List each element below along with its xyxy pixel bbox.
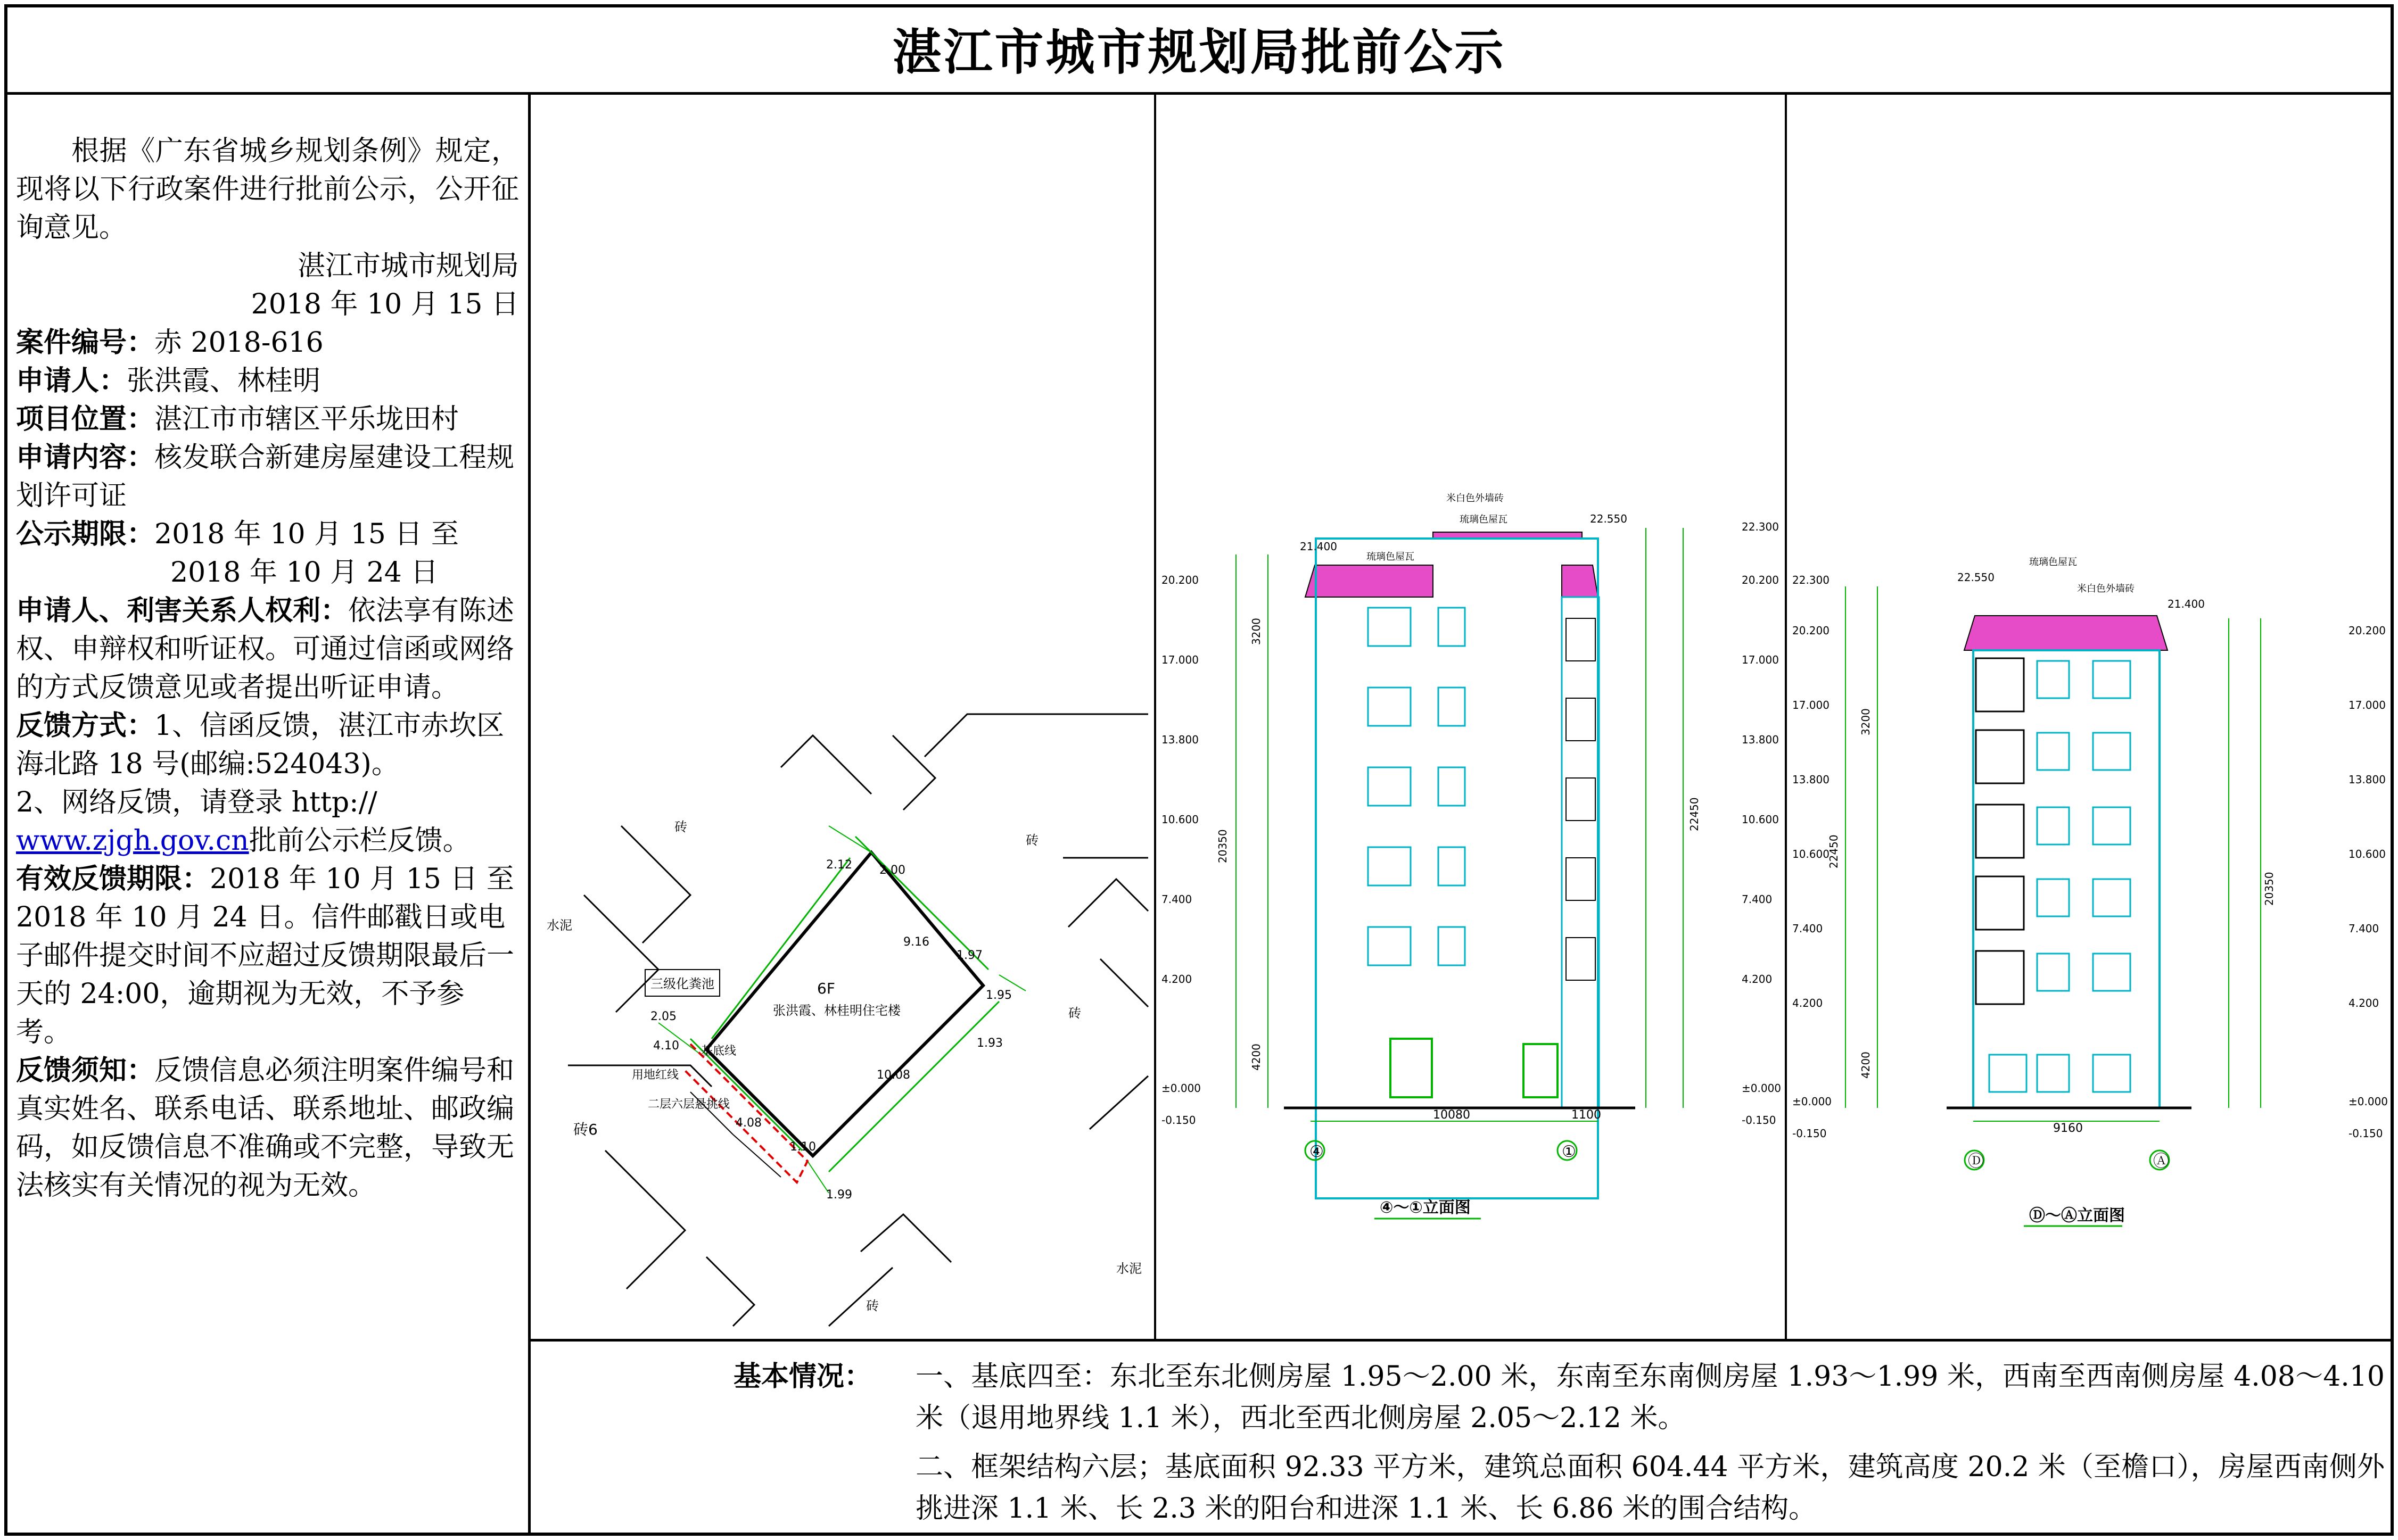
ground-height: 4200 — [1250, 1044, 1263, 1071]
level-b-left-8: ±0.000 — [1792, 1095, 1832, 1108]
level-b-left-7: 4.200 — [1792, 997, 1823, 1009]
dim-sw-2: 1.10 — [790, 1140, 816, 1154]
balcony-5 — [1566, 938, 1595, 980]
dim-e-3: 1.93 — [977, 1037, 1003, 1050]
window-9 — [1368, 927, 1411, 965]
applicant — [16, 362, 519, 400]
level-left-1: 20.200 — [1161, 574, 1199, 586]
level-b-right-4: 10.600 — [2348, 848, 2386, 860]
balcony-b-3 — [1976, 805, 2024, 858]
period-label: 公示期限： — [16, 518, 155, 550]
level-b-right-6: 4.200 — [2348, 997, 2379, 1009]
building-label-2: 砖 — [1026, 833, 1039, 848]
balcony-grid — [1566, 618, 1595, 980]
rights-label: 申请人、利害关系人权利： — [16, 594, 349, 627]
level-left-5: 7.400 — [1161, 893, 1192, 906]
building-facade — [1316, 539, 1598, 1198]
building-label-4: 砖 — [866, 1298, 879, 1313]
window-1 — [1368, 608, 1411, 646]
valid-period — [16, 860, 519, 1051]
axis-label-right: ① — [1562, 1142, 1576, 1161]
roof-label-2: 琉璃色屋瓦 — [1460, 514, 1507, 525]
content-label: 申请内容： — [16, 441, 155, 474]
level-b-left-1: 22.300 — [1792, 574, 1830, 586]
elevation-a-caption: ④～①立面图 — [1380, 1198, 1471, 1217]
balcony-outline-2 — [733, 1135, 781, 1177]
peak-b-right: 21.400 — [2168, 598, 2205, 610]
balcony-b-1 — [1976, 658, 2024, 711]
balcony-2 — [1566, 698, 1595, 741]
building-extension — [1562, 597, 1599, 1108]
dim-s-1: 1.99 — [826, 1188, 852, 1202]
ground-height-b: 4200 — [1859, 1051, 1872, 1079]
width-extra: 1100 — [1571, 1108, 1601, 1122]
window-b-7 — [2037, 879, 2069, 916]
cement-label-1: 水泥 — [547, 918, 572, 933]
total-b-right: 20350 — [2263, 872, 2276, 906]
notice-intro: 根据《广东省城乡规划条例》规定，现将以下行政案件进行批前公示，公开征询意见。 — [16, 135, 519, 244]
floor-height-b: 3200 — [1859, 708, 1872, 735]
content-value: 核发联合新建房屋建设工程规划许可证 — [16, 442, 515, 512]
feedback-link[interactable]: www.zjgh.gov.cn — [16, 825, 249, 857]
window-b-12 — [2037, 1055, 2069, 1092]
notes-label: 反馈须知： — [16, 1054, 155, 1087]
level-left-7: ±0.000 — [1161, 1082, 1201, 1095]
dim-sw-1: 4.08 — [736, 1116, 762, 1130]
window-b-1 — [2037, 661, 2069, 698]
balcony-b-4 — [1976, 876, 2024, 930]
window-b-2 — [2093, 661, 2130, 698]
page-title: 湛江市城市规划局批前公示 — [4, 4, 2394, 95]
floor-height: 3200 — [1250, 618, 1263, 645]
dim-e-1: 1.97 — [957, 949, 983, 962]
roof-b — [1964, 616, 2168, 650]
roof-label-b-1: 琉璃色屋瓦 — [2029, 557, 2077, 568]
balcony-b-2 — [1976, 730, 2024, 783]
axis-label-b-left: Ⓓ — [1968, 1152, 1984, 1171]
building-name: 张洪霞、林桂明住宅楼 — [773, 1003, 901, 1018]
basic-info-label: 基本情况： — [734, 1360, 872, 1393]
level-left-8: -0.150 — [1161, 1114, 1196, 1127]
level-b-left-3: 17.000 — [1792, 699, 1830, 711]
level-b-left-5: 10.600 — [1792, 848, 1830, 860]
dim-se-side: 10.08 — [877, 1069, 910, 1082]
elevation-b-drawing — [1792, 557, 2388, 1226]
total-b-left: 22450 — [1827, 834, 1840, 868]
application-content — [16, 438, 519, 515]
level-right-1: 22.300 — [1742, 520, 1779, 533]
location-label: 项目位置： — [16, 403, 155, 435]
window-b-4 — [2093, 733, 2130, 770]
level-b-right-8: -0.150 — [2348, 1127, 2383, 1140]
septic-tank-label: 三级化粪池 — [650, 976, 714, 991]
balcony-3 — [1566, 778, 1595, 821]
window-b-11 — [1989, 1055, 2026, 1092]
level-left-3: 13.800 — [1161, 733, 1199, 746]
level-b-right-3: 13.800 — [2348, 773, 2386, 786]
project-location — [16, 400, 519, 438]
level-right-8: ±0.000 — [1742, 1082, 1782, 1095]
notice-period — [16, 515, 519, 553]
width-main-b: 9160 — [2053, 1122, 2083, 1135]
level-right-2: 20.200 — [1742, 574, 1779, 586]
notice-text — [16, 132, 519, 1205]
dimension-line-3 — [807, 1161, 829, 1193]
boundary-line — [685, 1044, 807, 1182]
feedback-online — [16, 783, 519, 860]
building-floors: 6F — [817, 980, 835, 997]
valid-label: 有效反馈期限： — [16, 863, 210, 895]
balcony-label: 二层六层悬挑线 — [648, 1098, 730, 1111]
elevation-b-caption: Ⓓ～Ⓐ立面图 — [2029, 1206, 2125, 1225]
feedback-label: 反馈方式： — [16, 709, 155, 742]
basic-info-text — [916, 1356, 2385, 1529]
level-left-4: 10.600 — [1161, 813, 1199, 826]
dim-ne-2: 2.00 — [879, 864, 905, 877]
rights-value: 依法享有陈述权、申辩权和听证权。可通过信函或网络的方式反馈意见或者提出听证申请。 — [16, 595, 515, 703]
feedback-method — [16, 707, 519, 783]
window-b-13 — [2093, 1055, 2130, 1092]
level-b-left-4: 13.800 — [1792, 773, 1830, 786]
window-grid — [1368, 608, 1465, 965]
window-7 — [1368, 847, 1411, 885]
case-number-label: 案件编号： — [16, 326, 155, 359]
dim-e-2: 1.95 — [986, 989, 1012, 1002]
location-value: 湛江市市辖区平乐垅田村 — [154, 403, 459, 435]
applicant-label: 申请人： — [16, 365, 127, 397]
window-b-3 — [2037, 733, 2069, 770]
level-left-6: 4.200 — [1161, 973, 1192, 986]
window-3 — [1368, 688, 1411, 726]
basic-info-item-1: 一、基底四至：东北至东北侧房屋 1.95～2.00 米，东南至东南侧房屋 1.93～1.99 米，西南至西南侧房屋 4.08～4.10 米（退用地界线 1.1 米），西北至西北侧房屋 2.05～2.12 米。 — [916, 1361, 2385, 1434]
roof-label-3: 米白色外墙砖 — [1446, 493, 1504, 504]
case-number-value: 赤 2018-616 — [154, 327, 324, 359]
feedback-notes — [16, 1051, 519, 1205]
building-label-3: 砖 — [1068, 1006, 1081, 1021]
period-end: 2018 年 10 月 24 日 — [170, 557, 439, 589]
period-start: 2018 年 10 月 15 日 至 — [154, 518, 459, 550]
window-5 — [1368, 767, 1411, 806]
dim-ne-1: 2.12 — [826, 858, 852, 872]
window-6 — [1438, 767, 1465, 806]
balcony-1 — [1566, 618, 1595, 661]
window-4 — [1438, 688, 1465, 726]
balcony-b-5 — [1976, 951, 2024, 1004]
level-right-9: -0.150 — [1742, 1114, 1776, 1127]
window-b-10 — [2093, 954, 2130, 991]
level-right-4: 13.800 — [1742, 733, 1779, 746]
balcony-4 — [1566, 858, 1595, 900]
notes-value: 反馈信息必须注明案件编号和真实姓名、联系电话、联系地址、邮政编码，如反馈信息不准确或不完整，导致无法核实有关情况的视为无效。 — [16, 1055, 515, 1202]
peak-left: 21.400 — [1300, 540, 1337, 553]
building-label-1: 砖 — [674, 819, 687, 834]
window-b-8 — [2093, 879, 2130, 916]
window-8 — [1438, 847, 1465, 885]
level-b-left-9: -0.150 — [1792, 1127, 1827, 1140]
case-number — [16, 324, 519, 362]
window-b-9 — [2037, 954, 2069, 991]
basic-info-item-2: 二、框架结构六层；基底面积 92.33 平方米，建筑总面积 604.44 平方米，建筑高度 20.2 米（至檐口），房屋西南侧外挑进深 1.1 米、长 2.3 米的阳台和进深 1.1 米、长 6.86 米的围合结构。 — [916, 1451, 2385, 1525]
width-main: 10080 — [1433, 1108, 1470, 1122]
entrance-door-left — [1390, 1039, 1432, 1097]
site-plan-building — [547, 819, 1142, 1313]
notice-issue-date: 2018 年 10 月 15 日 — [251, 288, 519, 320]
notice-issuer: 湛江市城市规划局 — [297, 250, 519, 282]
dim-w-2: 4.10 — [653, 1039, 679, 1053]
level-b-right-2: 17.000 — [2348, 699, 2386, 711]
divider-basic — [528, 1339, 2394, 1342]
baseline-label: 基底线 — [701, 1045, 737, 1058]
level-right-5: 10.600 — [1742, 813, 1779, 826]
level-b-right-5: 7.400 — [2348, 922, 2379, 935]
roof-right — [1562, 565, 1598, 597]
level-b-right-1: 20.200 — [2348, 624, 2386, 637]
balcony-grid-b — [1976, 658, 2024, 1004]
axis-label-b-right: Ⓐ — [2153, 1152, 2169, 1171]
roof-left — [1305, 565, 1433, 597]
entrance-door-right — [1523, 1044, 1558, 1097]
elevation-a-drawing — [1161, 493, 1781, 1219]
level-b-left-2: 20.200 — [1792, 624, 1830, 637]
boundary-label: 用地红线 — [632, 1069, 679, 1082]
level-b-right-7: ±0.000 — [2348, 1095, 2388, 1108]
valid-value: 2018 年 10 月 15 日 至 2018 年 10 月 24 日。信件邮戳日或电子邮件提交时间不应超过反馈期限最后一天的 24:00，逾期视为无效，不予参考。 — [16, 863, 515, 1048]
axis-label-left: ④ — [1309, 1142, 1324, 1161]
dimension-line-1 — [829, 826, 871, 852]
level-right-7: 4.200 — [1742, 973, 1773, 986]
window-2 — [1438, 608, 1465, 646]
roof-label-b-2: 米白色外墙砖 — [2077, 583, 2135, 594]
window-b-5 — [2037, 807, 2069, 844]
applicant-value: 张洪霞、林桂明 — [127, 365, 321, 397]
dim-ne-side: 9.16 — [903, 935, 929, 949]
level-b-left-6: 7.400 — [1792, 922, 1823, 935]
window-10 — [1438, 927, 1465, 965]
roof-label-1: 琉璃色屋瓦 — [1366, 551, 1414, 562]
dimension-line-se — [829, 1001, 999, 1172]
total-left: 20350 — [1216, 829, 1229, 863]
peak-b-left: 22.550 — [1957, 571, 1995, 584]
level-right-6: 7.400 — [1742, 893, 1773, 906]
cement-label-2: 水泥 — [1116, 1261, 1142, 1276]
elevation-a — [1156, 97, 1784, 1339]
total-right: 22450 — [1688, 797, 1701, 831]
site-plan — [531, 97, 1153, 1339]
feedback-online-suffix: 批前公示栏反馈。 — [249, 825, 471, 857]
elevation-b — [1787, 97, 2391, 1339]
building-label-6: 砖6 — [573, 1121, 598, 1138]
rights — [16, 592, 519, 707]
feedback-online-text: 2、网络反馈，请登录 http:// — [16, 786, 377, 818]
level-left-2: 17.000 — [1161, 653, 1199, 666]
dim-w-1: 2.05 — [650, 1010, 677, 1023]
feedback-letter: 1、信函反馈，湛江市赤坎区海北路 18 号(邮编:524043)。 — [16, 710, 505, 780]
window-b-6 — [2093, 807, 2130, 844]
peak-right: 22.550 — [1590, 512, 1627, 525]
level-right-3: 17.000 — [1742, 653, 1779, 666]
